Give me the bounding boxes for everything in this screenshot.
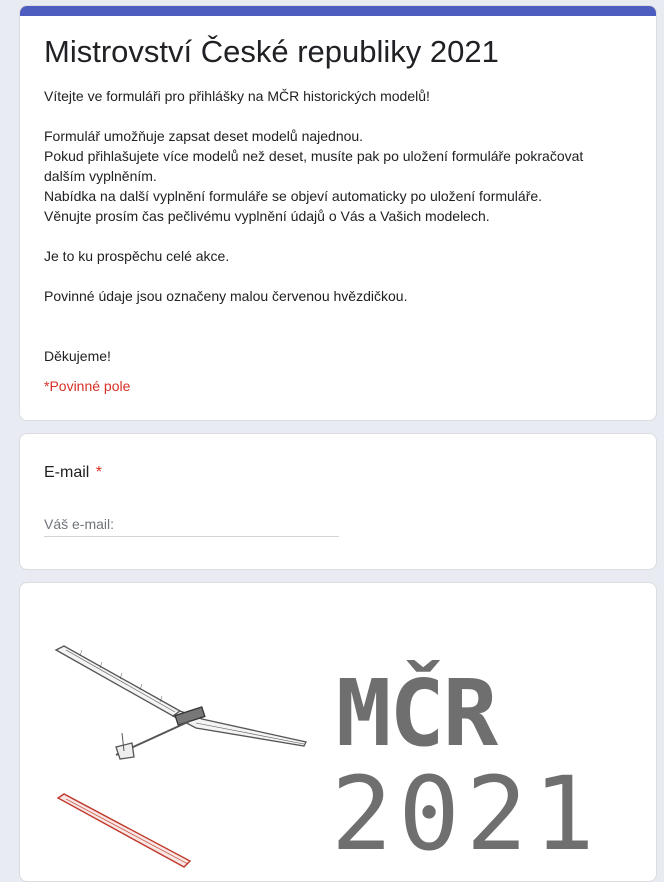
- email-input[interactable]: [44, 511, 339, 537]
- description-line: Nabídka na další vyplnění formuláře se objeví automaticky po uložení formuláře.: [44, 188, 543, 204]
- description-line: Děkujeme!: [44, 348, 111, 364]
- form-header-card: [19, 5, 657, 421]
- description-line: Povinné údaje jsou označeny malou červenou hvězdičkou.: [44, 288, 408, 304]
- description-line: Pokud přihlašujete více modelů než deset, musíte pak po uložení formuláře pokračovat: [44, 148, 584, 164]
- email-question-label: E-mail: [44, 464, 90, 481]
- email-question-title: [44, 461, 102, 485]
- description-line: Je to ku prospěchu celé akce.: [44, 248, 230, 264]
- glider-sketch-icon: [56, 646, 306, 759]
- description-line: Formulář umožňuje zapsat deset modelů najednou.: [44, 128, 364, 144]
- required-asterisk: *: [95, 464, 103, 481]
- form-title: Mistrovství České republiky 2021: [44, 34, 499, 69]
- accent-bar: [20, 6, 656, 16]
- required-field-note: *Povinné pole: [44, 378, 131, 394]
- glider-sketch-red-icon: [58, 794, 190, 867]
- description-line: Vítejte ve formuláři pro přihlášky na MČR historických modelů!: [44, 88, 430, 104]
- banner-title-year: 2021: [331, 755, 601, 874]
- description-line: Věnujte prosím čas pečlivému vyplnění údajů o Vás a Vašich modelech.: [44, 208, 490, 224]
- email-question-card: [19, 433, 657, 570]
- banner-title-mcr: MČR: [336, 660, 497, 767]
- description-line: dalším vyplněním.: [44, 168, 157, 184]
